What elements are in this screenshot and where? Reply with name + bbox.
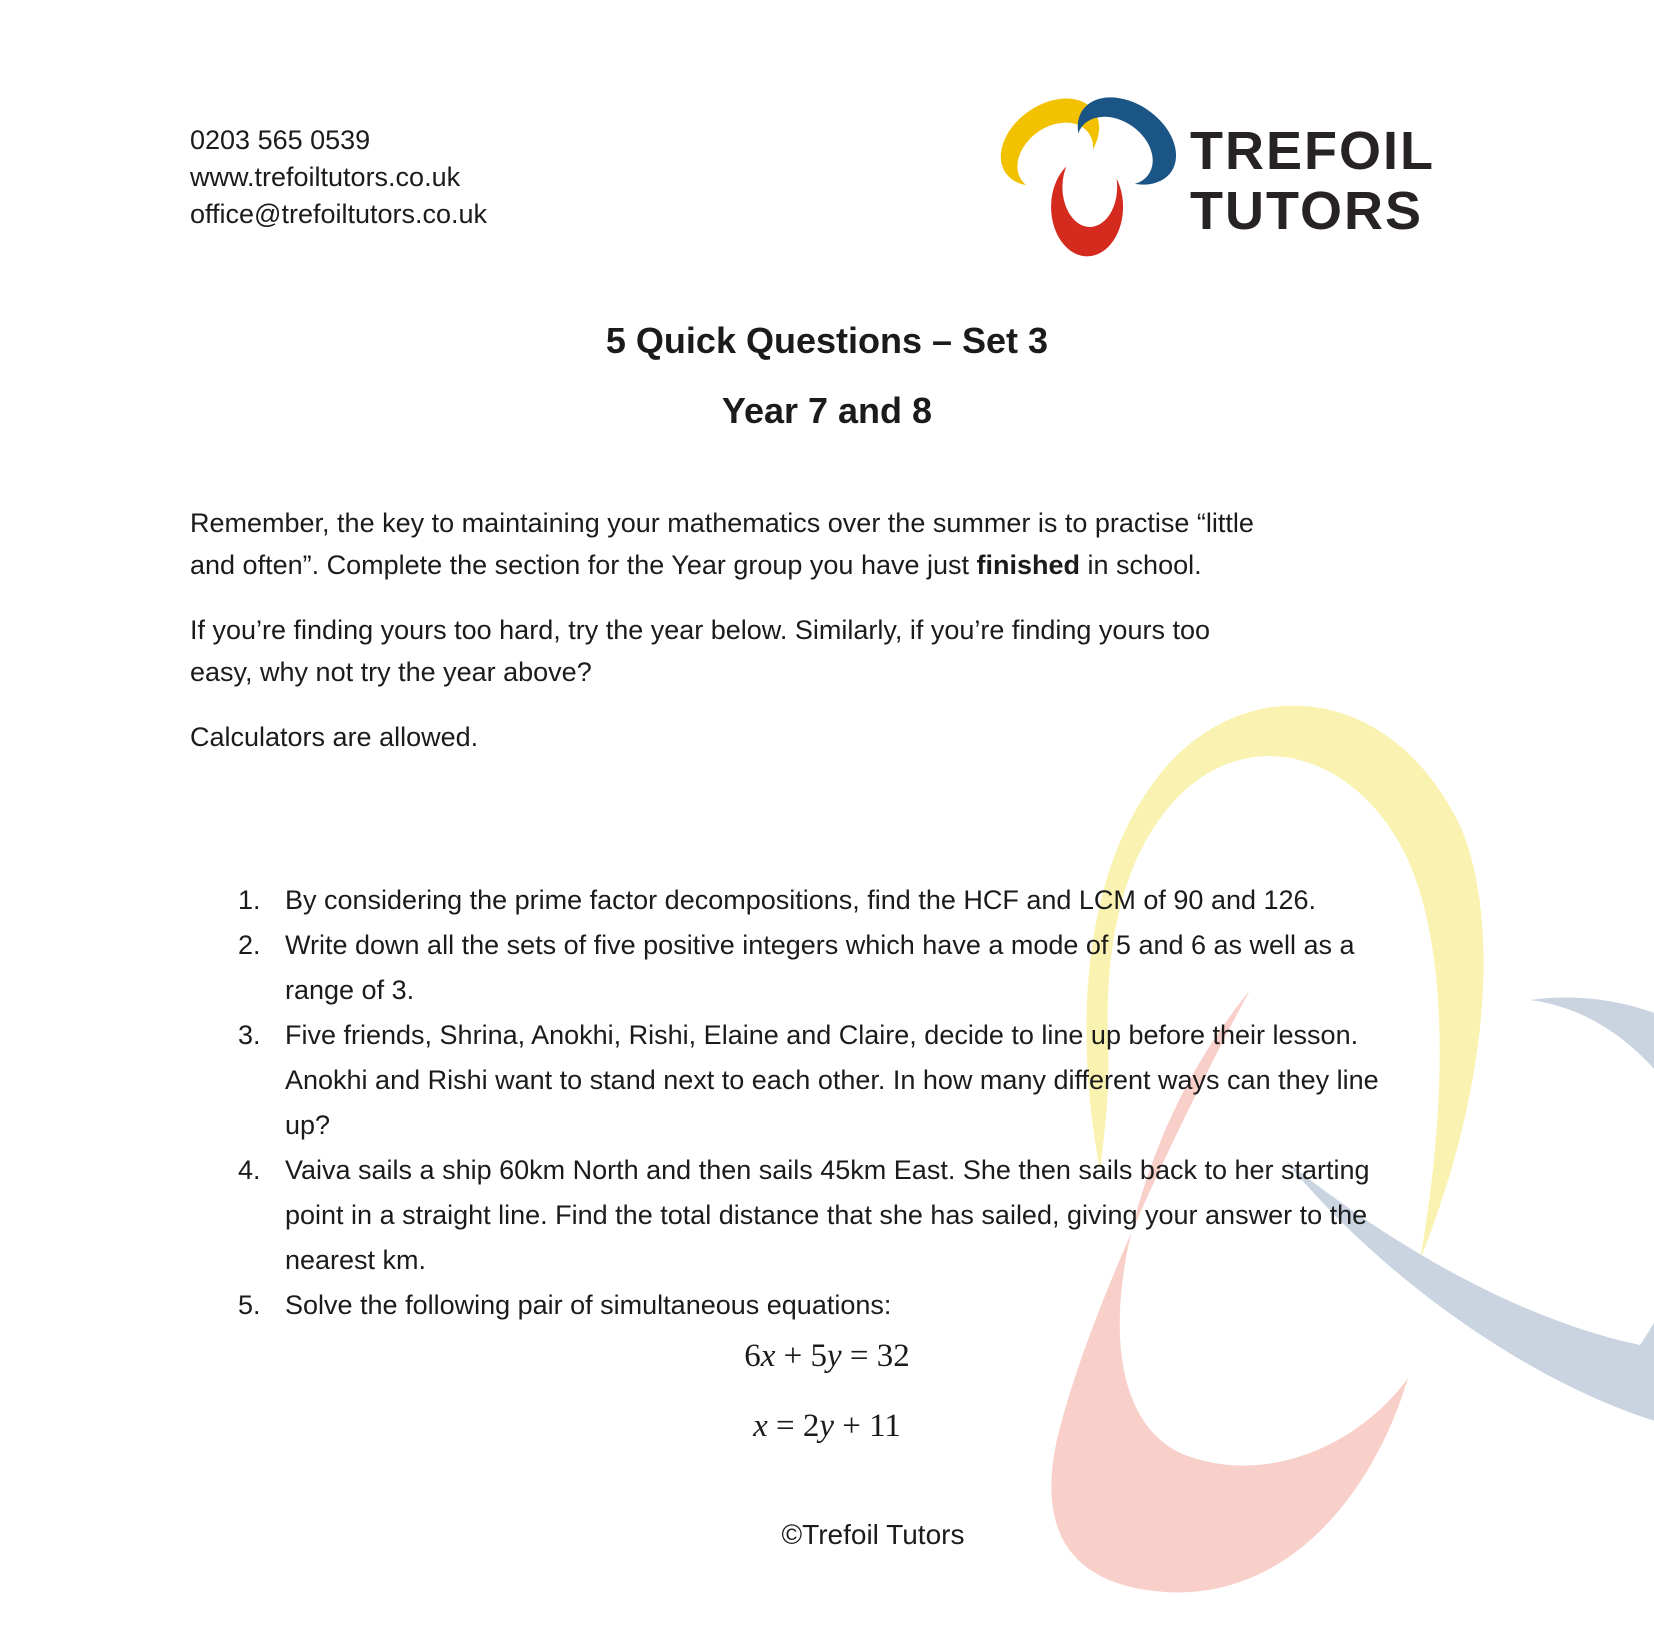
question-item <box>238 1148 1379 1283</box>
text-segment: If you’re finding yours too hard, try the year below. Similarly, if you’re finding yours too <box>190 615 1210 645</box>
intro-paragraph <box>190 609 1254 693</box>
logo-wordmark-line2: TUTORS <box>1190 181 1424 241</box>
logo-wordmark-line1: TREFOIL <box>1190 121 1435 181</box>
intro-line <box>190 651 1254 693</box>
logo-red-loop <box>1051 167 1123 257</box>
question-number: 1. <box>238 885 261 915</box>
trefoil-knot-icon <box>1000 96 1180 266</box>
equation-segment: + 11 <box>834 1408 901 1444</box>
text-segment: in school. <box>1080 550 1202 580</box>
trefoil-tutors-logo <box>1000 96 1435 266</box>
equation-segment: 6 <box>744 1338 761 1374</box>
intro-paragraph <box>190 502 1254 586</box>
question-number: 4. <box>238 1155 261 1185</box>
contact-website: www.trefoiltutors.co.uk <box>190 162 461 192</box>
copyright-footer: ©Trefoil Tutors <box>781 1519 965 1550</box>
question-line: point in a straight line. Find the total distance that she has sailed, giving your answer to the <box>285 1200 1368 1230</box>
equation-segment: = 32 <box>841 1338 910 1374</box>
page-title: 5 Quick Questions – Set 3 <box>605 320 1049 361</box>
equation-segment: + 5 <box>775 1338 827 1374</box>
contact-block <box>190 122 487 233</box>
equation-segment: x <box>760 1338 776 1374</box>
question-text <box>285 923 1355 1013</box>
question-line: range of 3. <box>285 975 415 1005</box>
equation-1 <box>0 1336 1654 1376</box>
question-line: nearest km. <box>285 1245 427 1275</box>
equation-segment: = 2 <box>767 1408 820 1444</box>
question-line: Solve the following pair of simultaneous equations: <box>285 1290 892 1320</box>
logo-wordmark <box>1190 121 1435 241</box>
question-line: Vaiva sails a ship 60km North and then sails 45km East. She then sails back to her starting <box>285 1155 1370 1185</box>
text-segment: Calculators are allowed. <box>190 722 479 752</box>
intro-paragraph <box>190 716 1254 758</box>
logo-blue-loop <box>1065 96 1180 197</box>
intro-line <box>190 502 1254 544</box>
equation-2 <box>0 1406 1654 1446</box>
question-number: 5. <box>238 1290 261 1320</box>
intro-line <box>190 716 1254 758</box>
question-line: Five friends, Shrina, Anokhi, Rishi, Elaine and Claire, decide to line up before their lesson. <box>285 1020 1359 1050</box>
question-line: Write down all the sets of five positive integers which have a mode of 5 and 6 as well as a <box>285 930 1355 960</box>
equation-segment: y <box>827 1338 842 1374</box>
question-list <box>238 878 1379 1328</box>
question-item <box>238 1283 1379 1328</box>
question-text <box>285 1283 891 1328</box>
question-text <box>285 1013 1379 1148</box>
text-segment: Remember, the key to maintaining your mathematics over the summer is to practise “little <box>190 508 1254 538</box>
question-text <box>285 1148 1370 1283</box>
page-subtitle: Year 7 and 8 <box>721 390 933 431</box>
contact-email: office@trefoiltutors.co.uk <box>190 199 488 229</box>
equation-segment: y <box>819 1408 835 1444</box>
question-item <box>238 923 1379 1013</box>
text-segment: easy, why not try the year above? <box>190 657 592 687</box>
question-text <box>285 878 1316 923</box>
question-line: up? <box>285 1110 331 1140</box>
question-number: 3. <box>238 1020 261 1050</box>
intro-line <box>190 544 1254 586</box>
intro <box>190 502 1254 781</box>
question-item <box>238 1013 1379 1148</box>
question-number: 2. <box>238 930 261 960</box>
question-item <box>238 878 1379 923</box>
text-segment: and often”. Complete the section for the Year group you have just <box>190 550 977 580</box>
contact-phone: 0203 565 0539 <box>190 125 371 155</box>
text-segment: finished <box>976 550 1081 580</box>
question-line: By considering the prime factor decompositions, find the HCF and LCM of 90 and 126. <box>285 885 1317 915</box>
question-line: Anokhi and Rishi want to stand next to each other. In how many different ways can they line <box>285 1065 1379 1095</box>
equation-segment: x <box>753 1408 768 1444</box>
intro-line <box>190 609 1254 651</box>
